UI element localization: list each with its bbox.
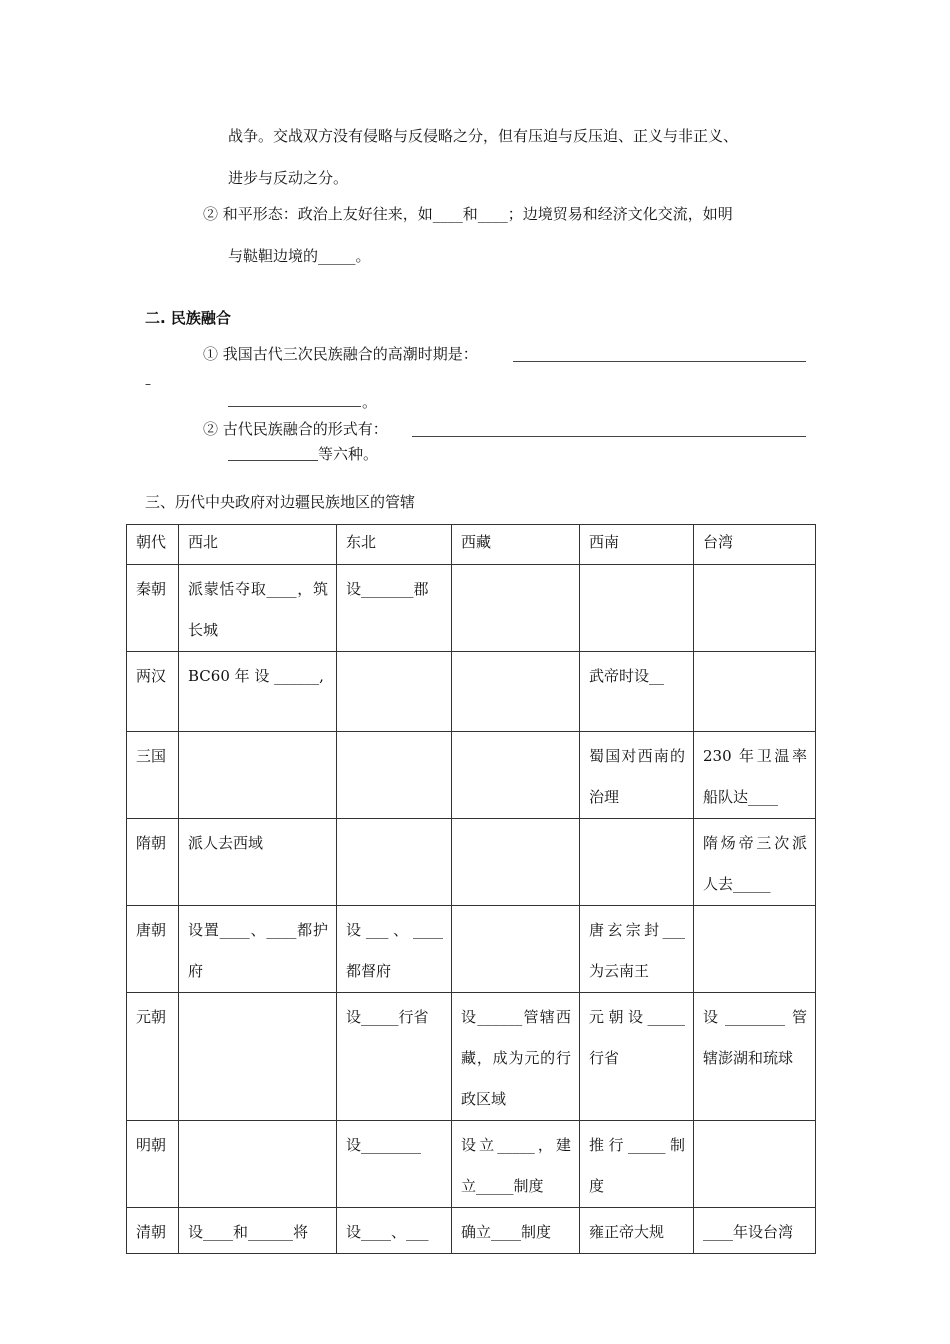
jurisdiction-table — [126, 524, 816, 1254]
section3-heading: 三、历代中央政府对边疆民族地区的管辖 — [145, 493, 416, 511]
table-cell — [337, 732, 452, 819]
section1-item2-line1: ② 和平形态：政治上友好往来，如____和____；边境贸易和经济文化交流，如明 — [203, 205, 733, 223]
table-cell: 明朝 — [127, 1121, 179, 1208]
table-cell — [694, 565, 816, 652]
table-cell: 设置____、____都护府 — [179, 906, 337, 993]
table-cell: 蜀国对西南的治理 — [580, 732, 694, 819]
table-cell: 清朝 — [127, 1208, 179, 1254]
table-cell: 设立_____，建立_____制度 — [452, 1121, 580, 1208]
table-cell: 派蒙恬夺取____，筑长城 — [179, 565, 337, 652]
table-cell: 秦朝 — [127, 565, 179, 652]
table-cell — [179, 1121, 337, 1208]
table-row-three-kingdoms — [127, 732, 816, 819]
table-cell: ____年设台湾 — [694, 1208, 816, 1254]
table-cell: 隋炀帝三次派人去_____ — [694, 819, 816, 906]
table-cell — [452, 565, 580, 652]
fill-blank-line — [412, 436, 806, 437]
table-cell: 确立____制度 — [452, 1208, 580, 1254]
table-cell: 设________管辖澎湖和琉球 — [694, 993, 816, 1121]
table-cell: 230 年卫温率船队达____ — [694, 732, 816, 819]
table-cell: 设____、___ — [337, 1208, 452, 1254]
table-row-yuan — [127, 993, 816, 1121]
table-header-row — [127, 525, 816, 565]
section2-item2-text: ② 古代民族融合的形式有： — [203, 420, 388, 438]
header-cell-southwest: 西南 — [580, 525, 694, 565]
table-cell: 设_____行省 — [337, 993, 452, 1121]
table-row-sui — [127, 819, 816, 906]
section2-item2-end: 等六种。 — [318, 445, 379, 463]
table-row-han — [127, 652, 816, 732]
table-cell — [337, 819, 452, 906]
section1-line2: 进步与反动之分。 — [228, 169, 349, 187]
table-cell — [580, 819, 694, 906]
table-row-ming — [127, 1121, 816, 1208]
header-cell-taiwan: 台湾 — [694, 525, 816, 565]
table-cell: 设______管辖西藏，成为元的行政区域 — [452, 993, 580, 1121]
table-cell: 设_______郡 — [337, 565, 452, 652]
section1-item2-line2: 与鞑靼边境的_____。 — [228, 247, 371, 265]
header-cell-dynasty: 朝代 — [127, 525, 179, 565]
table-cell: 唐玄宗封___为云南王 — [580, 906, 694, 993]
table-row-tang — [127, 906, 816, 993]
table-cell — [580, 565, 694, 652]
table-cell — [452, 732, 580, 819]
table-cell — [694, 652, 816, 732]
table-cell: 武帝时设__ — [580, 652, 694, 732]
table-row-qing — [127, 1208, 816, 1254]
table-cell — [179, 732, 337, 819]
table-cell: 隋朝 — [127, 819, 179, 906]
table-cell: 两汉 — [127, 652, 179, 732]
table-cell — [694, 906, 816, 993]
table-row-qin — [127, 565, 816, 652]
table-cell: 设___、____都督府 — [337, 906, 452, 993]
table-cell: 派人去西域 — [179, 819, 337, 906]
table-cell — [452, 906, 580, 993]
table-cell — [179, 993, 337, 1121]
header-cell-northeast: 东北 — [337, 525, 452, 565]
section1-line1: 战争。交战双方没有侵略与反侵略之分，但有压迫与反压迫、正义与非正义、 — [228, 127, 739, 145]
header-cell-northwest: 西北 — [179, 525, 337, 565]
table-cell: 唐朝 — [127, 906, 179, 993]
table-cell: 雍正帝大规 — [580, 1208, 694, 1254]
table-cell: 设____和______将 — [179, 1208, 337, 1254]
table-cell: 元朝 — [127, 993, 179, 1121]
fill-blank-line — [228, 460, 318, 461]
table-cell — [337, 652, 452, 732]
table-cell: 设________ — [337, 1121, 452, 1208]
table-cell — [694, 1121, 816, 1208]
table-cell: BC60 年 设 ______, — [179, 652, 337, 732]
fill-blank-line — [228, 406, 361, 407]
section2-item1-text: ① 我国古代三次民族融合的高潮时期是： — [203, 345, 478, 363]
section2-heading: 二. 民族融合 — [145, 309, 231, 327]
table-cell: 推行_____制度 — [580, 1121, 694, 1208]
table-cell — [452, 652, 580, 732]
section2-item1-end: 。 — [362, 393, 378, 411]
table-cell — [452, 819, 580, 906]
header-cell-tibet: 西藏 — [452, 525, 580, 565]
fill-blank-line — [513, 361, 806, 362]
table-cell: 三国 — [127, 732, 179, 819]
table-cell: 元朝设_____行省 — [580, 993, 694, 1121]
section2-dash: – — [145, 377, 151, 391]
